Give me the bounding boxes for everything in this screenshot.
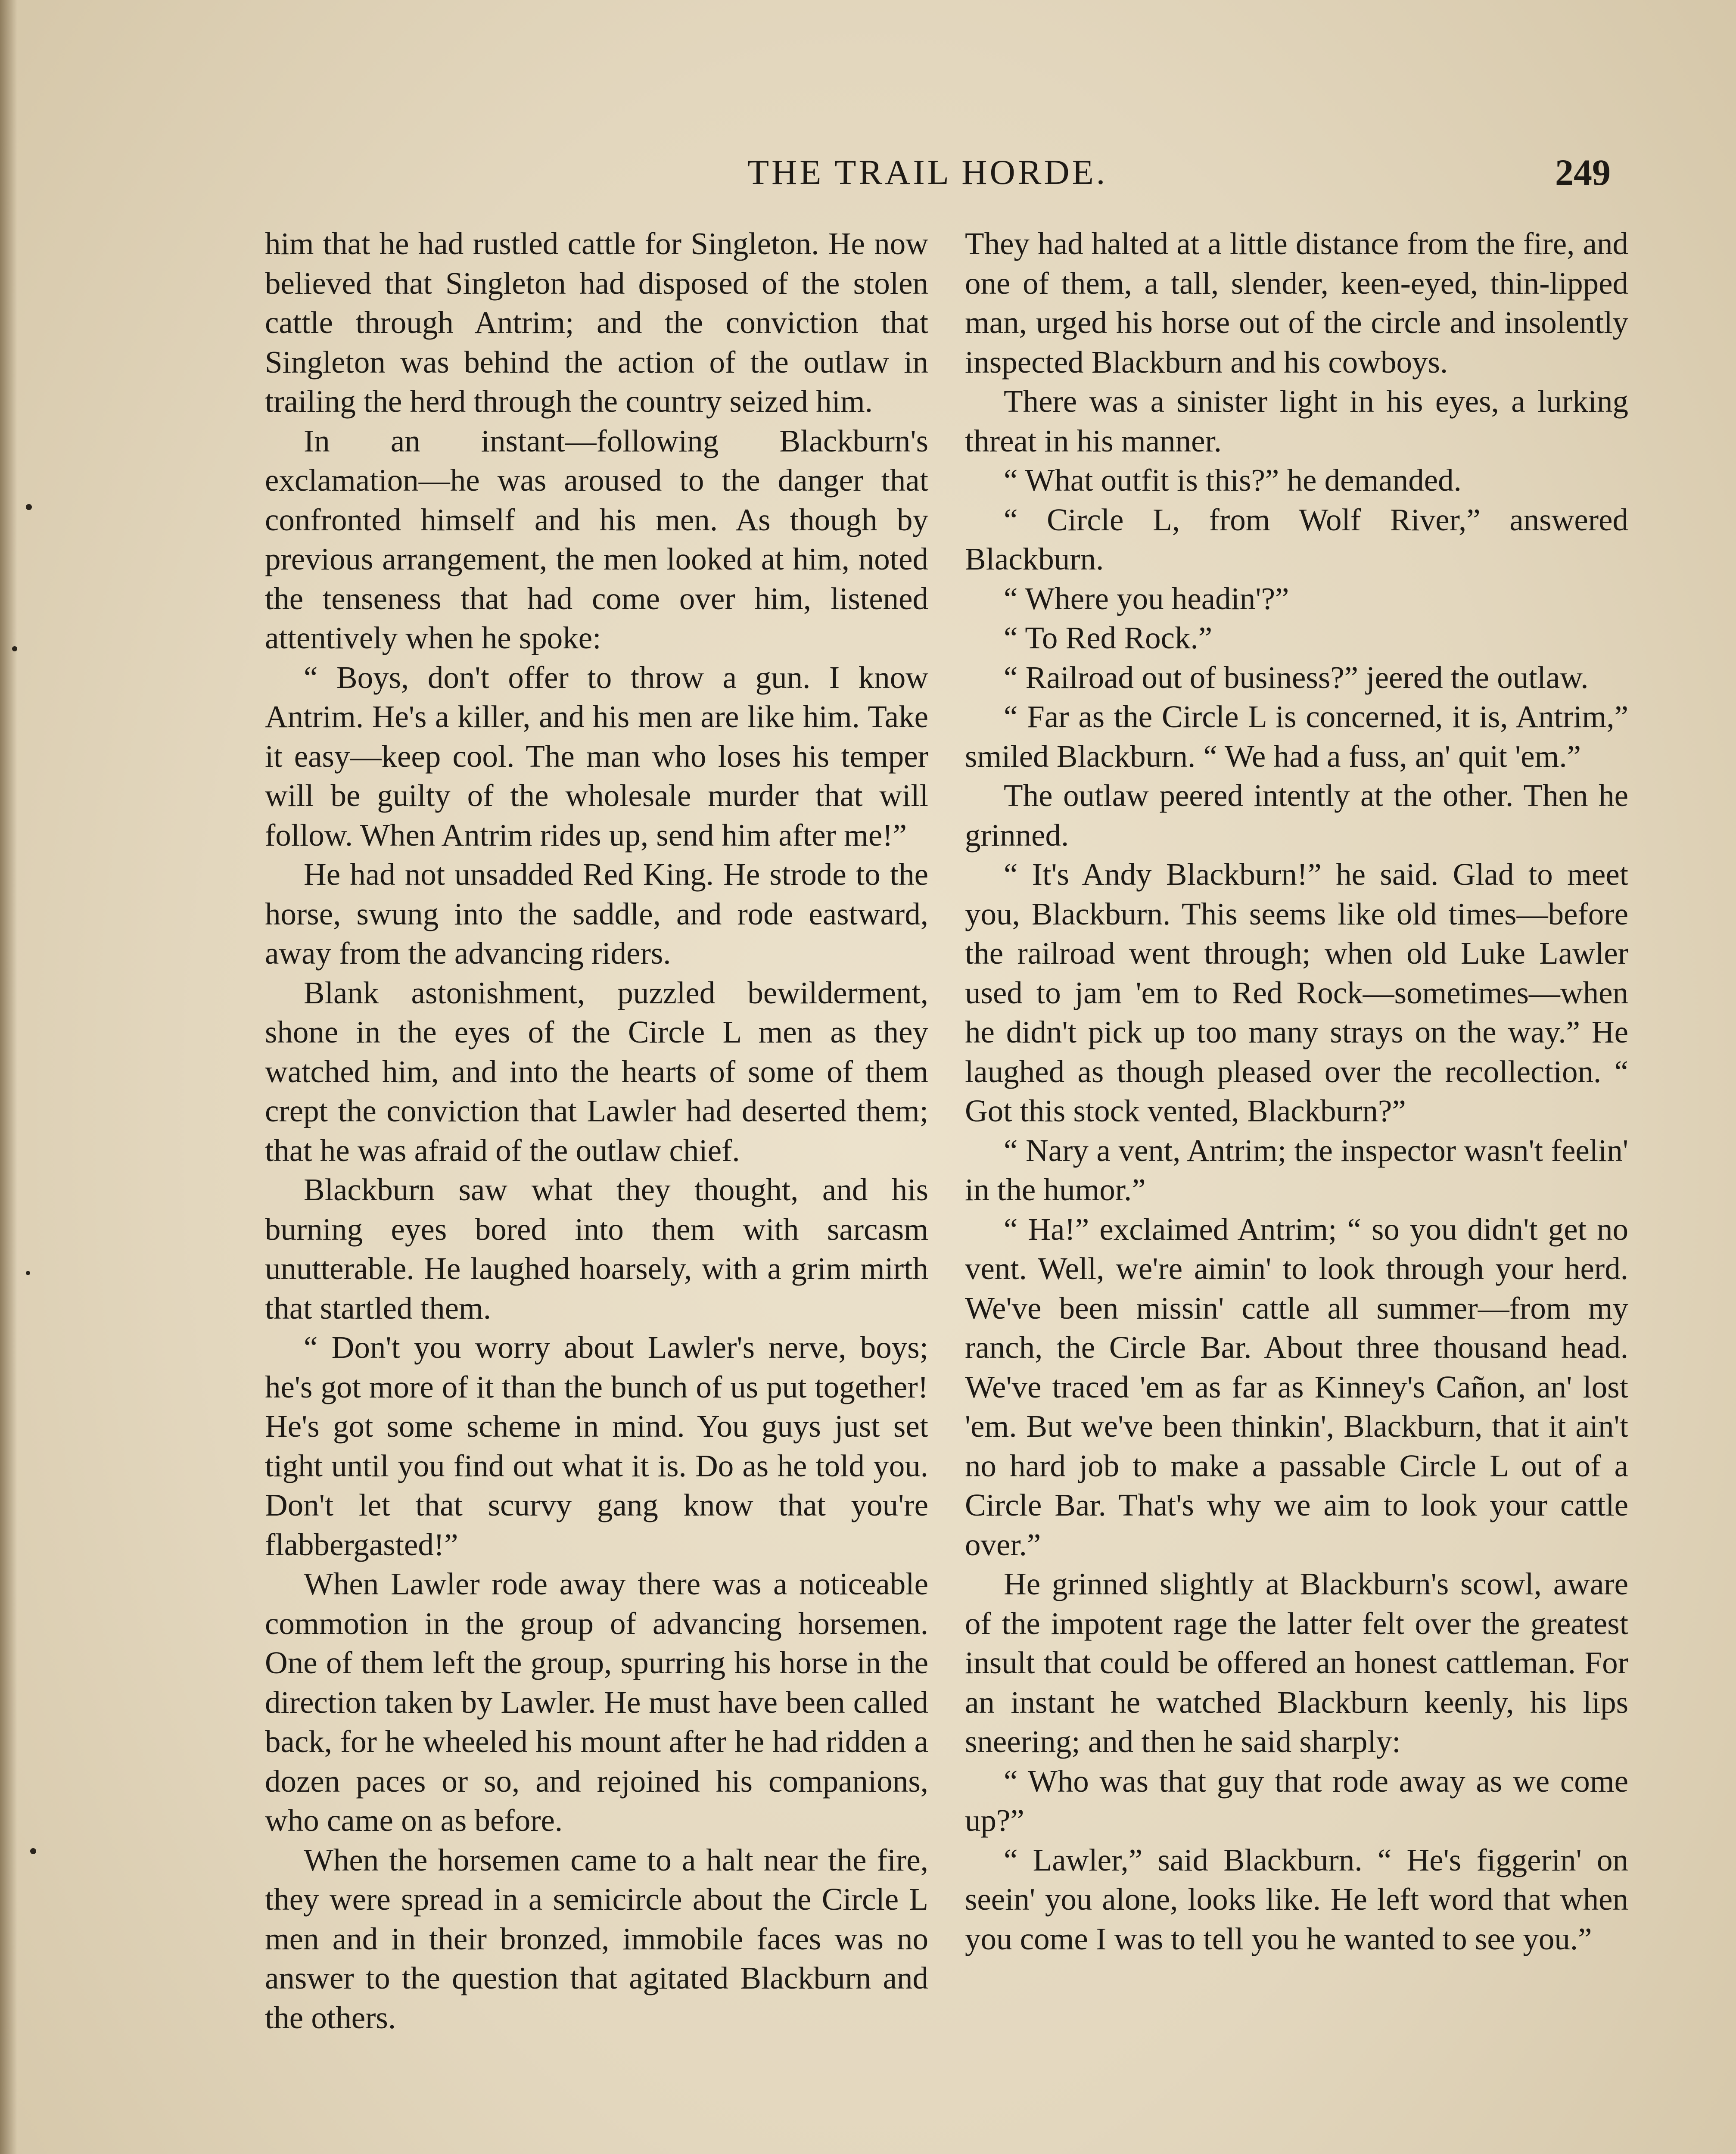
paragraph: “ Don't you worry about Lawler's nerve, boys; he's got more of it than the bunch of us put together! He's got some scheme in mind. You guys just set tight until you find out what it is. Do as he told you. Don't let that scurvy gang know that you're flabbergasted!” [265, 1330, 928, 1562]
paragraph: “ Who was that guy that rode away as we come up?” [965, 1763, 1628, 1838]
paragraph: They had halted at a little distance from the fire, and one of them, a tall, slender, keen-eyed, thin-lipped man, urged his horse out of the circle and insolently inspected Blackburn and his cowboys. [965, 226, 1628, 380]
ink-speck [26, 1271, 30, 1275]
paragraph: Blank astonishment, puzzled bewilderment, shone in the eyes of the Circle L men as they watched him, and into the hearts of some of them crept the conviction that Lawler had deserted them; that he was afraid of the outlaw chief. [265, 975, 928, 1168]
paragraph: “ What outfit is this?” he demanded. [1004, 463, 1462, 498]
paragraph: When the horsemen came to a halt near the fire, they were spread in a semicircle about the Circle L men and in their bronzed, immobile faces was no answer to the question that agitated Blackburn and the others. [265, 1842, 928, 2035]
paragraph: He had not unsadded Red King. He strode to the horse, swung into the saddle, and rode eastward, away from the advancing riders. [265, 857, 928, 971]
paragraph: He grinned slightly at Blackburn's scowl, aware of the impotent rage the latter felt over the greatest insult that could be offered an honest cattleman. For an instant he watched Blackburn keenly, his lips sneering; and then he said sharply: [965, 1566, 1628, 1759]
paragraph: When Lawler rode away there was a noticeable commotion in the group of advancing horsemen. One of them left the group, spurring his horse in the direction taken by Lawler. He must have been called back, for he wheeled his mount after he had ridden a dozen paces or so, and rejoined his companions, who came on as before. [265, 1566, 928, 1838]
paragraph: “ Nary a vent, Antrim; the inspector wasn't feelin' in the humor.” [965, 1133, 1628, 1207]
text-column-right [965, 224, 1628, 1958]
paragraph: “ Ha!” exclaimed Antrim; “ so you didn't get no vent. Well, we're aimin' to look through your herd. We've been missin' cattle all summer—from my ranch, the Circle Bar. About three thousand head. We've traced 'em as far as Kinney's Cañon, an' lost 'em. But we've been thinkin', Blackburn, that it ain't no hard job to make a passable Circle L out of a Circle Bar. That's why we aim to look your cattle over.” [965, 1211, 1628, 1562]
ink-speck [26, 504, 32, 510]
paragraph: “ Boys, don't offer to throw a gun. I know Antrim. He's a killer, and his men are like him. Take it easy—keep cool. The man who loses his temper will be guilty of the wholesale murder that will follow. When Antrim rides up, send him after me!” [265, 660, 928, 853]
page-edge-shadow [0, 0, 17, 2154]
paragraph: In an instant—following Blackburn's exclamation—he was aroused to the danger that confronted himself and his men. As though by previous arrangement, the men looked at him, noted the tenseness that had come over him, listened attentively when he spoke: [265, 423, 928, 655]
paragraph: “ It's Andy Blackburn!” he said. Glad to meet you, Blackburn. This seems like old times—before the railroad went through; when old Luke Lawler used to jam 'em to Red Rock—sometimes—when he didn't pick up too many strays on the way.” He laughed as though pleased over the recollection. “ Got this stock vented, Blackburn?” [965, 857, 1628, 1128]
page-header [0, 146, 1736, 198]
paragraph: “ Railroad out of business?” jeered the outlaw. [1004, 660, 1589, 695]
paragraph: “ Far as the Circle L is concerned, it is, Antrim,” smiled Blackburn. “ We had a fuss, an' quit 'em.” [965, 699, 1628, 774]
paragraph: “ Lawler,” said Blackburn. “ He's figgerin' on seein' you alone, looks like. He left word that when you come I was to tell you he wanted to see you.” [965, 1842, 1628, 1956]
ink-speck [30, 1848, 36, 1854]
paragraph: “ Where you headin'?” [1004, 581, 1289, 616]
running-title: THE TRAIL HORDE. [747, 153, 1108, 192]
ink-speck [12, 646, 17, 651]
paragraph: There was a sinister light in his eyes, a lurking threat in his manner. [965, 384, 1628, 458]
paragraph: The outlaw peered intently at the other. Then he grinned. [965, 778, 1628, 853]
page-number: 249 [1555, 152, 1611, 193]
paragraph: Blackburn saw what they thought, and his burning eyes bored into them with sarcasm unutterable. He laughed hoarsely, with a grim mirth that startled them. [265, 1172, 928, 1326]
text-column-left [265, 224, 928, 2037]
paragraph: him that he had rustled cattle for Singleton. He now believed that Singleton had disposed of the stolen cattle through Antrim; and the conviction that Singleton was behind the action of the outlaw in trailing the herd through the country seized him. [265, 226, 928, 419]
paragraph: “ Circle L, from Wolf River,” answered Blackburn. [965, 502, 1628, 576]
paragraph: “ To Red Rock.” [1004, 620, 1213, 655]
